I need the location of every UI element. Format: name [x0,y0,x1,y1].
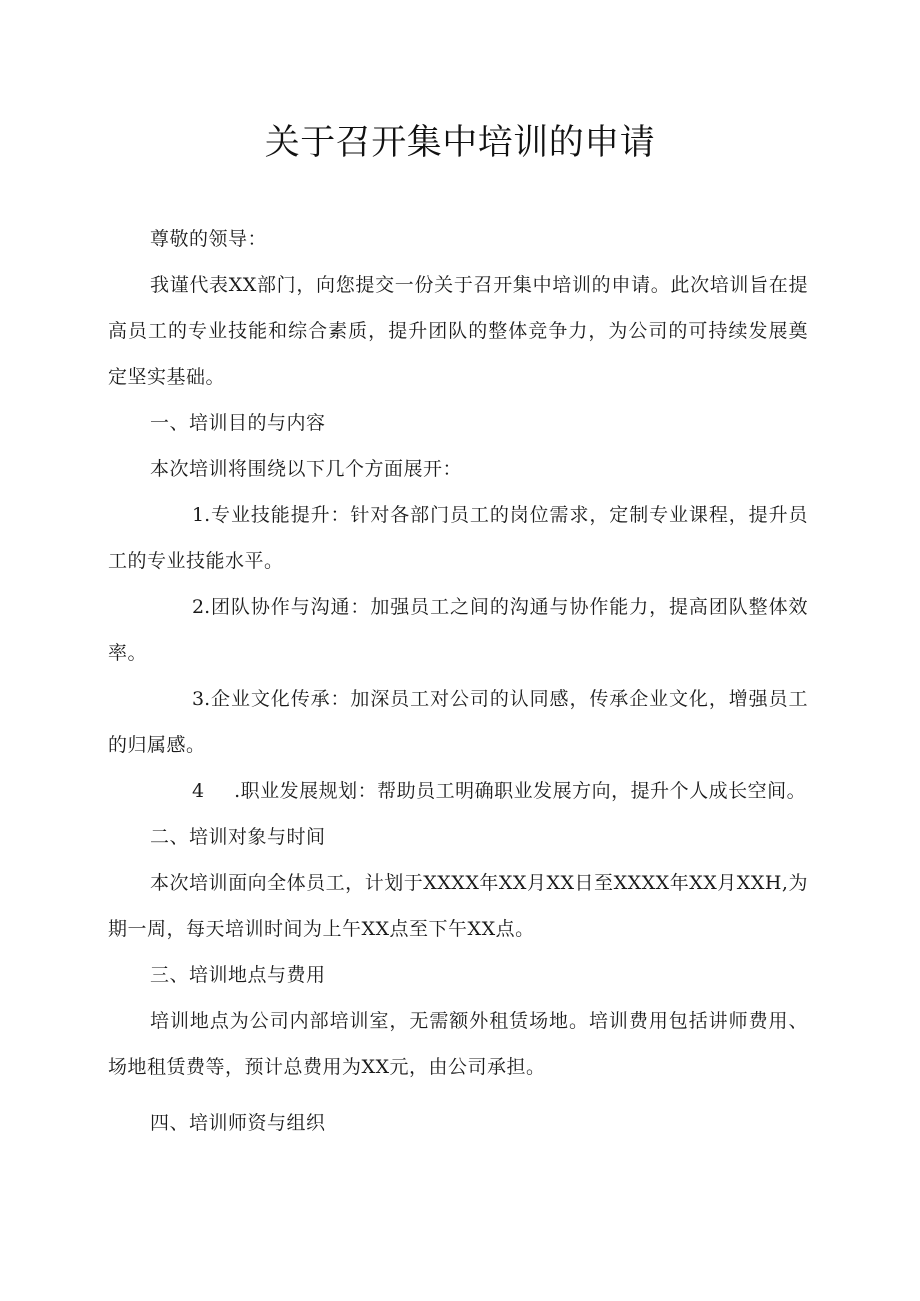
list-item-3 [108,676,808,768]
salutation: 尊敬的领导： [150,228,268,250]
list-item-text: .企业文化传承：加深员工对公司的认同感，传承企业文化，增强员工的归属感。 [108,688,808,756]
section-one-lead: 本次培训将围绕以下几个方面展开： [150,458,463,480]
intro-paragraph: 我谨代表XX部门，向您提交一份关于召开集中培训的申请。此次培训旨在提高员工的专业技能和综合素质，提升团队的整体竞争力，为公司的可持续发展奠定坚实基础。 [108,274,808,388]
section-heading-four: 四、培训师资与组织 [150,1112,326,1134]
section-two-paragraph: 本次培训面向全体员工，计划于XXXX年XX月XX日至XXXX年XX月XXH,为期一周，每天培训时间为上午XX点至下午XX点。 [108,872,808,940]
list-item-number: 3 [192,688,205,710]
list-item-number: 1 [192,504,205,526]
document-body [108,216,808,1146]
section-heading-one: 一、培训目的与内容 [150,412,326,434]
list-item-number: 2 [192,596,205,618]
document-title: 关于召开集中培训的申请 [264,123,656,163]
section-three-paragraph: 培训地点为公司内部培训室，无需额外租赁场地。培训费用包括讲师费用、场地租赁费等，预计总费用为XX元，由公司承担。 [108,1010,808,1078]
section-heading-two: 二、培训对象与时间 [150,826,326,848]
list-item-text: .团队协作与沟通：加强员工之间的沟通与协作能力，提高团队整体效率。 [108,596,808,664]
list-item-number: 4 [192,780,205,802]
list-item-text: .职业发展规划：帮助员工明确职业发展方向，提升个人成长空间。 [234,780,807,802]
list-item-1 [108,492,808,584]
section-spacer [108,1090,808,1100]
list-item-text: .专业技能提升：针对各部门员工的岗位需求，定制专业课程，提升员工的专业技能水平。 [108,504,808,572]
section-heading-three: 三、培训地点与费用 [150,964,326,986]
list-item-4 [108,768,808,814]
list-item-2 [108,584,808,676]
